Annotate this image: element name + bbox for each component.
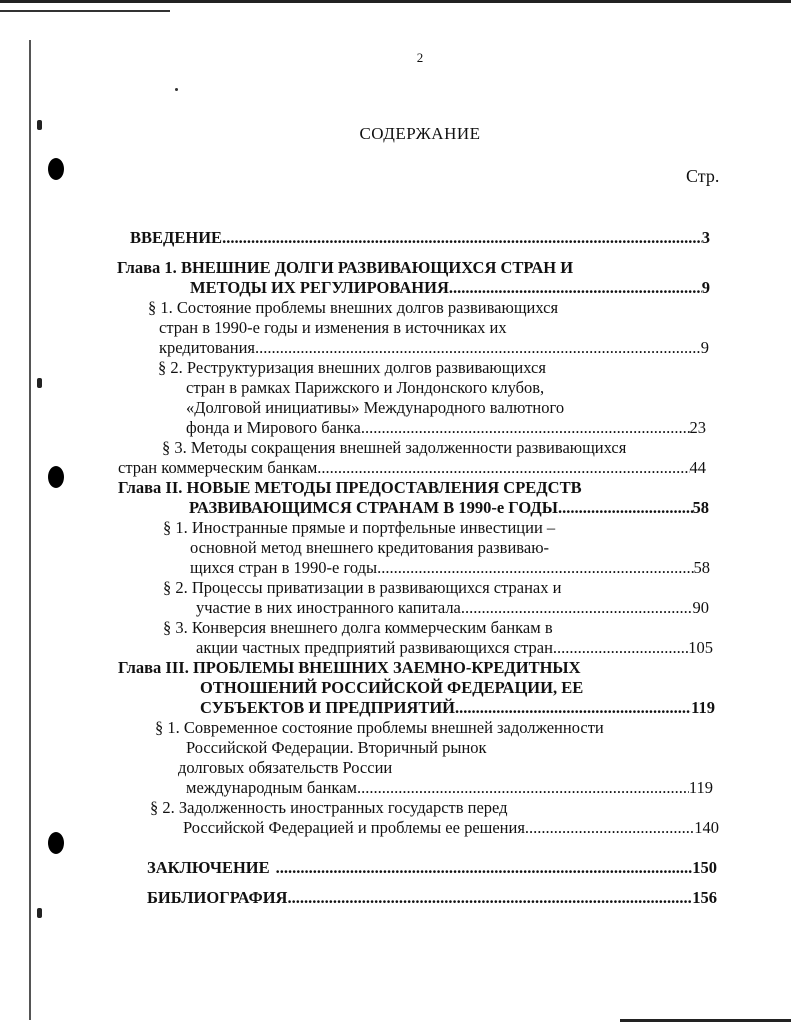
toc-section-3-2[interactable]: [183, 818, 719, 838]
toc-section-text: участие в них иностранного капитала: [196, 598, 461, 617]
page-column-label: Стр.: [686, 166, 720, 186]
toc-chapter-3-heading[interactable]: [118, 658, 581, 678]
toc-section-text: основной метод внешнего кредитования развиваю-: [190, 538, 550, 557]
scan-mark: [37, 908, 42, 918]
toc-entry-intro[interactable]: [130, 228, 710, 248]
toc-page: 44: [689, 458, 706, 477]
toc-leader: [317, 458, 689, 478]
scan-mark: [37, 120, 42, 130]
toc-leader: [455, 698, 691, 718]
toc-leader: [461, 598, 693, 618]
page-title: СОДЕРЖАНИЕ: [359, 124, 481, 143]
scan-speck: [175, 88, 178, 91]
toc-section-text: кредитования: [159, 338, 255, 357]
chapter-label: Глава 1.: [117, 258, 177, 277]
toc-section-text: § 1. Иностранные прямые и портфельные инвестиции –: [163, 518, 556, 537]
toc-section-text: § 1. Состояние проблемы внешних долгов развивающихся: [148, 298, 559, 317]
toc-section-2-2[interactable]: [196, 598, 709, 618]
toc-leader: [222, 228, 702, 248]
toc-section-3-1[interactable]: [186, 778, 713, 798]
toc-section-2-1[interactable]: [190, 558, 710, 578]
toc-leader: [449, 278, 702, 298]
scan-edge-bottom: [620, 1019, 791, 1022]
toc-entry-label: ВВЕДЕНИЕ: [130, 228, 223, 247]
toc-chapter-1-heading[interactable]: [117, 258, 573, 278]
chapter-label: Глава III.: [118, 658, 189, 677]
toc-section-text: Российской Федерацией и проблемы ее решения: [183, 818, 525, 837]
toc-chapter-2[interactable]: [189, 498, 709, 518]
toc-page: 119: [688, 778, 713, 797]
toc-page: 3: [701, 228, 710, 247]
chapter-title: НОВЫЕ МЕТОДЫ ПРЕДОСТАВЛЕНИЯ СРЕДСТВ: [186, 478, 582, 497]
toc-leader: [377, 558, 693, 578]
toc-section-text: § 3. Конверсия внешнего долга коммерческим банкам в: [163, 618, 553, 637]
toc-page: 140: [694, 818, 719, 837]
toc-section-text: § 3. Методы сокращения внешней задолженности развивающихся: [162, 438, 627, 457]
toc-page: 58: [692, 498, 709, 517]
toc-leader: [361, 418, 690, 438]
toc-section-1-1[interactable]: [159, 338, 709, 358]
toc-page: 9: [700, 338, 709, 357]
toc-page: 9: [701, 278, 710, 297]
toc-section-text: стран коммерческим банкам: [118, 458, 318, 477]
toc-leader: [357, 778, 689, 798]
toc-page: 23: [689, 418, 706, 437]
toc-section-1-2[interactable]: [186, 418, 706, 438]
toc-section-text: щихся стран в 1990-е годы: [190, 558, 378, 577]
chapter-title: СУБЪЕКТОВ И ПРЕДПРИЯТИЙ: [200, 698, 456, 717]
punch-hole: [48, 466, 64, 488]
toc-chapter-3[interactable]: [200, 698, 715, 718]
toc-section-1-3[interactable]: [118, 458, 706, 478]
toc-entry-bibliography[interactable]: [147, 888, 717, 908]
chapter-title: ВНЕШНИЕ ДОЛГИ РАЗВИВАЮЩИХСЯ СТРАН И: [180, 258, 574, 277]
scan-edge-left: [29, 40, 31, 1020]
toc-chapter-1[interactable]: [190, 278, 710, 298]
scan-edge-top-mark: [0, 10, 170, 12]
chapter-title: ПРОБЛЕМЫ ВНЕШНИХ ЗАЕМНО-КРЕДИТНЫХ: [192, 658, 581, 677]
toc-entry-label: БИБЛИОГРАФИЯ: [147, 888, 288, 907]
toc-page: 119: [691, 698, 715, 717]
toc-page: 150: [692, 858, 717, 877]
toc-section-text: § 1. Современное состояние проблемы внешней задолженности: [155, 718, 604, 737]
toc-entry-conclusion[interactable]: [147, 858, 717, 878]
scan-edge-top: [0, 0, 791, 4]
toc-page: 156: [692, 888, 717, 907]
toc-leader: [276, 858, 693, 878]
page-number: 2: [416, 50, 424, 65]
toc-section-text: § 2. Реструктуризация внешних долгов развивающихся: [158, 358, 546, 377]
toc-section-text: международным банкам: [186, 778, 357, 797]
toc-page: 58: [693, 558, 710, 577]
chapter-title: МЕТОДЫ ИХ РЕГУЛИРОВАНИЯ: [190, 278, 449, 297]
toc-section-text: фонда и Мирового банка: [186, 418, 361, 437]
toc-leader: [558, 498, 693, 518]
punch-hole: [48, 158, 64, 180]
chapter-title: ОТНОШЕНИЙ РОССИЙСКОЙ ФЕДЕРАЦИИ, ЕЕ: [200, 678, 584, 697]
toc-leader: [553, 638, 688, 658]
toc-entry-label: ЗАКЛЮЧЕНИЕ: [147, 858, 270, 877]
toc-section-text: стран в рамках Парижского и Лондонского клубов,: [186, 378, 545, 397]
chapter-title: РАЗВИВАЮЩИМСЯ СТРАНАМ В 1990-е ГОДЫ: [189, 498, 558, 517]
toc-leader: [287, 888, 692, 908]
toc-page: 105: [688, 638, 713, 657]
toc-section-text: § 2. Процессы приватизации в развивающихся странах и: [163, 578, 562, 597]
toc-chapter-2-heading[interactable]: [118, 478, 582, 498]
toc-section-text: акции частных предприятий развивающихся стран: [196, 638, 553, 657]
chapter-label: Глава II.: [118, 478, 183, 497]
toc-section-text: «Долговой инициативы» Международного валютного: [186, 398, 565, 417]
toc-section-text: стран в 1990-е годы и изменения в источниках их: [159, 318, 507, 337]
toc-section-text: долговых обязательств России: [178, 758, 393, 777]
toc-section-text: § 2. Задолженность иностранных государств перед: [150, 798, 508, 817]
scan-mark: [37, 378, 42, 388]
toc-section-text: Российской Федерации. Вторичный рынок: [186, 738, 487, 757]
toc-leader: [255, 338, 701, 358]
toc-page: 90: [692, 598, 709, 617]
toc-leader: [525, 818, 694, 838]
punch-hole: [48, 832, 64, 854]
toc-section-2-3[interactable]: [196, 638, 713, 658]
